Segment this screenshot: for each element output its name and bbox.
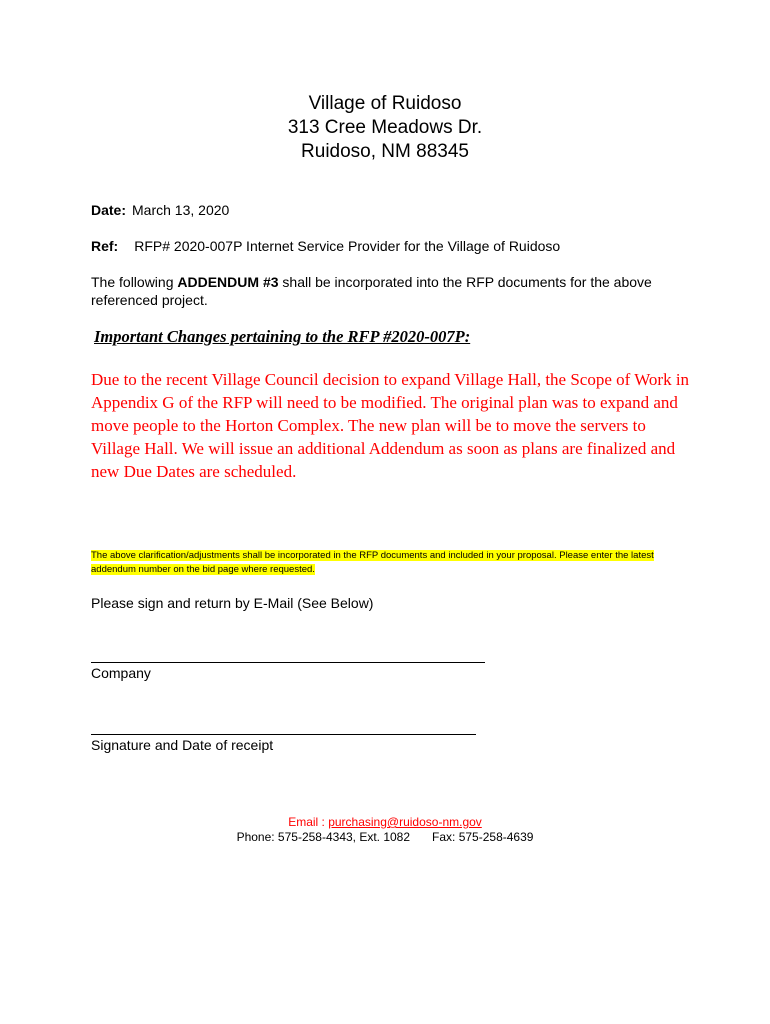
signature-date-line: [91, 734, 476, 735]
ref-label: Ref:: [91, 238, 119, 254]
addendum-number: ADDENDUM #3: [177, 274, 279, 290]
ref-value: RFP# 2020-007P Internet Service Provider for the Village of Ruidoso: [134, 238, 561, 254]
email-label: Email :: [288, 815, 329, 829]
phone-number: Phone: 575-258-4343, Ext. 1082: [236, 830, 411, 844]
company-label: Company: [91, 665, 151, 681]
fax-number: Fax: 575-258-4639: [432, 830, 534, 844]
date-row: [91, 201, 229, 219]
intro-suffix: shall be incorporated into the RFP documents for the above referenced project.: [91, 274, 652, 308]
addendum-notice: [91, 549, 681, 577]
letterhead: [0, 92, 770, 164]
signature-label: Signature and Date of receipt: [91, 737, 274, 753]
contact-info: [0, 815, 770, 845]
email-line: [0, 815, 770, 830]
email-link[interactable]: purchasing@ruidoso-nm.gov: [328, 815, 482, 829]
date-value: March 13, 2020: [132, 202, 230, 218]
important-changes-body: Due to the recent Village Council decision to expand Village Hall, the Scope of Work in Appendix G of the RFP will need to be modified. The original plan was to expand and move people to the Horton Complex. The new plan will be to move the servers to Village Hall. We will issue an additional Addendum as soon as plans are finalized and new Due Dates are scheduled.: [91, 370, 690, 481]
intro-paragraph: [91, 273, 671, 309]
important-changes-heading: Important Changes pertaining to the RFP #2020-007P:: [94, 327, 471, 346]
phone-fax-line: [0, 830, 770, 845]
ref-row: [91, 237, 560, 255]
intro-prefix: The following: [91, 274, 178, 290]
notice-text: The above clarification/adjustments shall be incorporated in the RFP documents and included in your proposal. Please enter the latest addendum number on the bid page where requested.: [91, 550, 654, 575]
address-line-2: Ruidoso, NM 88345: [301, 141, 469, 162]
address-line-1: 313 Cree Meadows Dr.: [287, 117, 483, 138]
sign-return-instruction: Please sign and return by E-Mail (See Below): [91, 595, 374, 611]
company-signature-line: [91, 662, 485, 663]
org-name: Village of Ruidoso: [308, 93, 462, 114]
date-label: Date:: [91, 202, 127, 218]
